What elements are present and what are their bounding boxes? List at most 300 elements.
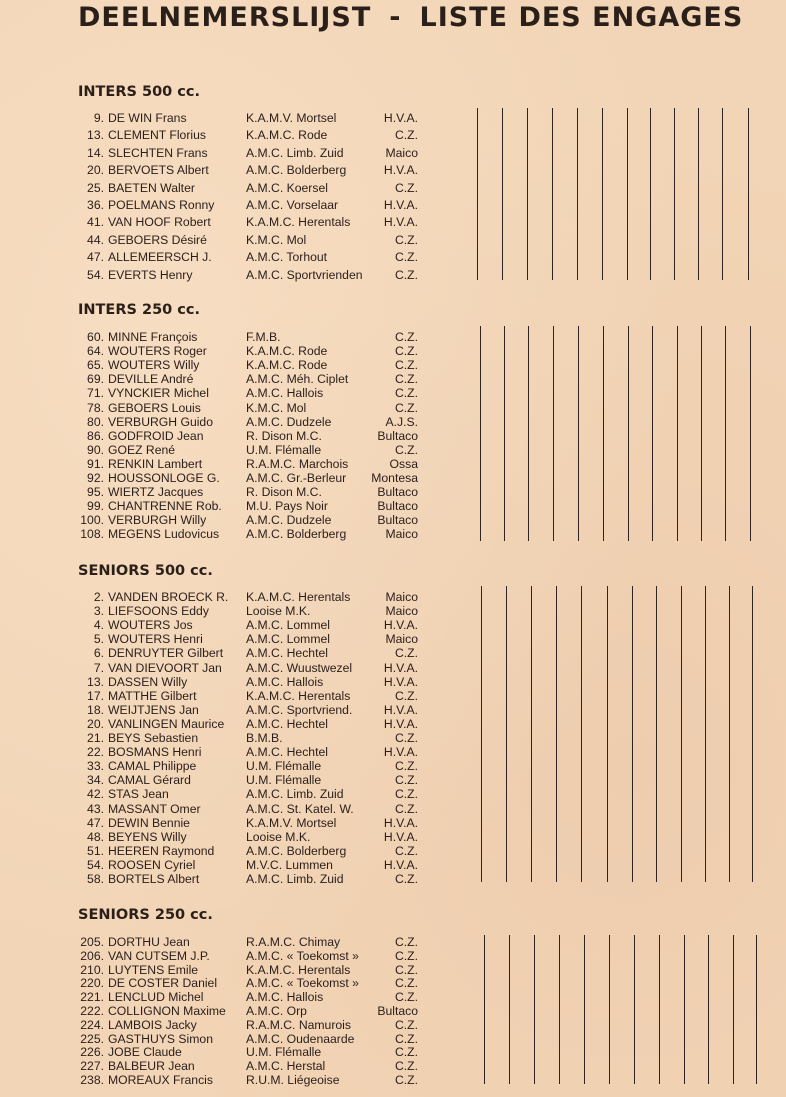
club-name: R.A.M.C. Namurois bbox=[246, 1017, 351, 1032]
motorcycle-brand: C.Z. bbox=[394, 344, 418, 359]
rider-name: COLLIGNON Maxime bbox=[108, 1004, 226, 1018]
entry-row bbox=[0, 250, 460, 265]
motorcycle-brand: C.Z. bbox=[394, 801, 418, 816]
entry-number: 210. bbox=[80, 962, 104, 977]
entry-row bbox=[0, 386, 460, 401]
entry-row bbox=[0, 935, 460, 950]
club-name: A.M.C. Hechtel bbox=[246, 716, 328, 731]
motorcycle-brand: C.Z. bbox=[394, 872, 418, 886]
motorcycle-brand: C.Z. bbox=[394, 400, 418, 415]
entry-number: 41. bbox=[87, 215, 104, 230]
motorcycle-brand: H.V.A. bbox=[383, 702, 418, 717]
motorcycle-brand: C.Z. bbox=[394, 962, 418, 977]
motorcycle-brand: C.Z. bbox=[394, 1059, 418, 1074]
entry-row bbox=[0, 872, 460, 887]
rider-name: CLEMENT Florius bbox=[108, 128, 206, 143]
rider-name: WIERTZ Jacques bbox=[108, 485, 204, 500]
entry-row bbox=[0, 233, 460, 248]
motorcycle-brand: H.V.A. bbox=[383, 829, 418, 844]
motorcycle-brand: C.Z. bbox=[394, 787, 418, 802]
entry-row bbox=[0, 485, 460, 500]
rider-name: BEYS Sebastien bbox=[108, 731, 199, 745]
motorcycle-brand: H.V.A. bbox=[383, 815, 418, 830]
rider-name: DE WIN Frans bbox=[108, 111, 187, 125]
entry-row bbox=[0, 457, 460, 472]
entry-row bbox=[0, 1018, 460, 1033]
club-name: K.A.M.C. Herentals bbox=[246, 215, 351, 230]
entry-row bbox=[0, 1045, 460, 1060]
entry-number: 48. bbox=[87, 829, 104, 844]
entry-number: 58. bbox=[87, 872, 104, 886]
entry-number: 44. bbox=[87, 232, 104, 247]
club-name: A.M.C. Limb. Zuid bbox=[246, 872, 344, 886]
lap-column-line bbox=[559, 935, 560, 1084]
entry-number: 25. bbox=[87, 180, 104, 195]
entry-number: 47. bbox=[87, 250, 104, 265]
club-name: K.A.M.C. Herentals bbox=[246, 688, 351, 703]
club-name: M.V.C. Lummen bbox=[246, 857, 333, 872]
lap-column-line bbox=[527, 108, 528, 280]
entry-row bbox=[0, 198, 460, 213]
entry-number: 108. bbox=[80, 527, 104, 542]
rider-name: MOREAUX Francis bbox=[108, 1073, 213, 1087]
lap-column-line bbox=[681, 586, 682, 882]
motorcycle-brand: C.Z. bbox=[394, 1017, 418, 1032]
entry-number: 47. bbox=[87, 815, 104, 830]
club-name: A.M.C. St. Katel. W. bbox=[246, 801, 354, 816]
entry-row bbox=[0, 802, 460, 817]
club-name: U.M. Flémalle bbox=[246, 759, 322, 774]
rider-name: CAMAL Philippe bbox=[108, 759, 197, 774]
entry-number: 22. bbox=[87, 745, 104, 760]
lap-column-line bbox=[577, 108, 578, 280]
rider-name: EVERTS Henry bbox=[108, 267, 193, 282]
entry-row bbox=[0, 773, 460, 788]
entry-row bbox=[0, 717, 460, 732]
motorcycle-brand: C.Z. bbox=[394, 1031, 418, 1046]
rider-name: CAMAL Gérard bbox=[108, 773, 191, 788]
lap-column-line bbox=[756, 935, 757, 1084]
rider-name: VYNCKIER Michel bbox=[108, 386, 209, 401]
club-name: A.M.C. Bolderberg bbox=[246, 527, 347, 542]
club-name: B.M.B. bbox=[246, 731, 283, 745]
rider-name: VANLINGEN Maurice bbox=[108, 716, 225, 731]
motorcycle-brand: C.Z. bbox=[394, 646, 418, 661]
motorcycle-brand: H.V.A. bbox=[383, 198, 418, 212]
title-french: LISTE DES ENGAGES bbox=[419, 2, 744, 33]
entry-row bbox=[0, 372, 460, 387]
entry-row bbox=[0, 471, 460, 486]
motorcycle-brand: C.Z. bbox=[394, 180, 418, 195]
entry-number: 7. bbox=[93, 660, 104, 675]
title-dutch: DEELNEMERSLIJST bbox=[78, 2, 372, 33]
entry-number: 13. bbox=[87, 128, 104, 143]
rider-name: GEBOERS Désiré bbox=[108, 232, 207, 247]
club-name: A.M.C. Hallois bbox=[246, 990, 324, 1005]
entry-row bbox=[0, 429, 460, 444]
rider-name: BOSMANS Henri bbox=[108, 745, 202, 760]
motorcycle-brand: A.J.S. bbox=[385, 414, 418, 429]
motorcycle-brand: C.Z. bbox=[394, 935, 418, 949]
entry-row bbox=[0, 111, 460, 126]
lap-column-line bbox=[650, 108, 651, 280]
motorcycle-brand: Bultaco bbox=[377, 428, 418, 443]
entry-row bbox=[0, 1032, 460, 1047]
motorcycle-brand: C.Z. bbox=[394, 358, 418, 373]
entry-row bbox=[0, 618, 460, 633]
entry-number: 54. bbox=[87, 267, 104, 282]
club-name: A.M.C. Lommel bbox=[246, 618, 330, 633]
rider-name: VERBURGH Guido bbox=[108, 414, 213, 429]
entry-number: 225. bbox=[80, 1031, 104, 1046]
lap-column-line bbox=[607, 586, 608, 882]
entry-row bbox=[0, 675, 460, 690]
entry-number: 2. bbox=[93, 590, 104, 604]
entry-row bbox=[0, 1004, 460, 1019]
club-name: A.M.C. Dudzele bbox=[246, 414, 332, 429]
club-name: A.M.C. Hechtel bbox=[246, 745, 328, 760]
lap-column-line bbox=[552, 108, 553, 280]
lap-column-line bbox=[750, 326, 751, 541]
lap-column-line bbox=[584, 935, 585, 1084]
rider-name: WEIJTJENS Jan bbox=[108, 702, 199, 717]
entry-row bbox=[0, 215, 460, 230]
rider-name: HEEREN Raymond bbox=[108, 843, 215, 858]
rider-name: POELMANS Ronny bbox=[108, 198, 215, 212]
entry-row bbox=[0, 1059, 460, 1074]
motorcycle-brand: C.Z. bbox=[394, 948, 418, 963]
rider-name: GOEZ René bbox=[108, 442, 176, 457]
club-name: A.M.C. Sportvriend. bbox=[246, 702, 353, 717]
entry-number: 95. bbox=[87, 485, 104, 500]
lap-column-line bbox=[502, 108, 503, 280]
rider-name: STAS Jean bbox=[108, 787, 169, 802]
entry-number: 92. bbox=[87, 471, 104, 485]
entry-number: 69. bbox=[87, 372, 104, 387]
entry-row bbox=[0, 443, 460, 458]
rider-name: DEVILLE André bbox=[108, 372, 194, 387]
entry-number: 71. bbox=[87, 386, 104, 401]
entry-number: 20. bbox=[87, 716, 104, 731]
rider-name: RENKIN Lambert bbox=[108, 456, 203, 471]
entry-number: 99. bbox=[87, 499, 104, 514]
club-name: F.M.B. bbox=[246, 330, 281, 344]
entry-number: 80. bbox=[87, 414, 104, 429]
club-name: A.M.C. Orp bbox=[246, 1004, 307, 1018]
club-name: M.U. Pays Noir bbox=[246, 499, 328, 514]
entry-row bbox=[0, 358, 460, 373]
motorcycle-brand: C.Z. bbox=[394, 731, 418, 745]
entry-number: 21. bbox=[87, 731, 104, 745]
club-name: K.A.M.C. Rode bbox=[246, 128, 328, 143]
rider-name: MASSANT Omer bbox=[108, 801, 201, 816]
rider-name: ALLEMEERSCH J. bbox=[108, 250, 212, 265]
motorcycle-brand: C.Z. bbox=[394, 267, 418, 282]
lap-column-line bbox=[509, 935, 510, 1084]
section-title: SENIORS 500 cc. bbox=[78, 563, 213, 579]
motorcycle-brand: H.V.A. bbox=[383, 674, 418, 689]
motorcycle-brand: Ossa bbox=[389, 456, 418, 471]
rider-name: DE COSTER Daniel bbox=[108, 976, 218, 991]
lap-column-line bbox=[634, 935, 635, 1084]
entry-number: 91. bbox=[87, 456, 104, 471]
entry-number: 4. bbox=[93, 618, 104, 633]
entry-row bbox=[0, 513, 460, 528]
club-name: U.M. Flémalle bbox=[246, 442, 322, 457]
entry-row bbox=[0, 527, 460, 542]
lap-column-line bbox=[556, 586, 557, 882]
club-name: A.M.C. « Toekomst » bbox=[246, 948, 359, 963]
motorcycle-brand: Bultaco bbox=[377, 499, 418, 514]
rider-name: VAN CUTSEM J.P. bbox=[108, 948, 210, 963]
entry-number: 205. bbox=[80, 935, 104, 949]
lap-column-line bbox=[627, 108, 628, 280]
entry-number: 5. bbox=[93, 632, 104, 647]
motorcycle-brand: C.Z. bbox=[394, 990, 418, 1005]
entry-number: 3. bbox=[93, 604, 104, 619]
entry-number: 64. bbox=[87, 344, 104, 359]
entry-number: 6. bbox=[93, 646, 104, 661]
motorcycle-brand: C.Z. bbox=[394, 128, 418, 143]
entry-number: 42. bbox=[87, 787, 104, 802]
club-name: A.M.C. Wuustwezel bbox=[246, 660, 353, 675]
entry-number: 9. bbox=[93, 111, 104, 125]
rider-name: VAN HOOF Robert bbox=[108, 215, 211, 230]
rider-name: VAN DIEVOORT Jan bbox=[108, 660, 222, 675]
lap-column-line bbox=[480, 326, 481, 541]
motorcycle-brand: C.Z. bbox=[394, 976, 418, 991]
club-name: K.A.M.C. Rode bbox=[246, 344, 328, 359]
club-name: Looise M.K. bbox=[246, 829, 311, 844]
motorcycle-brand: C.Z. bbox=[394, 773, 418, 788]
entry-row bbox=[0, 844, 460, 859]
entry-number: 224. bbox=[80, 1017, 104, 1032]
rider-name: DEWIN Bennie bbox=[108, 815, 190, 830]
lap-column-line bbox=[603, 326, 604, 541]
club-name: A.M.C. Bolderberg bbox=[246, 163, 347, 178]
club-name: A.M.C. Bolderberg bbox=[246, 843, 347, 858]
entry-number: 220. bbox=[80, 976, 104, 991]
entry-row bbox=[0, 745, 460, 760]
page-title bbox=[78, 2, 768, 33]
motorcycle-brand: H.V.A. bbox=[383, 618, 418, 633]
lap-column-line bbox=[484, 935, 485, 1084]
club-name: Looise M.K. bbox=[246, 604, 311, 619]
entry-number: 18. bbox=[87, 702, 104, 717]
entry-number: 43. bbox=[87, 801, 104, 816]
entry-row bbox=[0, 344, 460, 359]
lap-column-line bbox=[722, 108, 723, 280]
rider-name: LUYTENS Emile bbox=[108, 962, 199, 977]
rider-name: VANDEN BROECK R. bbox=[108, 590, 229, 604]
lap-column-line bbox=[652, 326, 653, 541]
club-name: A.M.C. Hallois bbox=[246, 674, 324, 689]
lap-column-line bbox=[534, 935, 535, 1084]
entry-number: 90. bbox=[87, 442, 104, 457]
motorcycle-brand: H.V.A. bbox=[383, 660, 418, 675]
club-name: A.M.C. Oudenaarde bbox=[246, 1031, 355, 1046]
motorcycle-brand: H.V.A. bbox=[383, 716, 418, 731]
entry-row bbox=[0, 163, 460, 178]
club-name: R.A.M.C. Marchois bbox=[246, 456, 349, 471]
entry-row bbox=[0, 146, 460, 161]
rider-name: MINNE François bbox=[108, 330, 198, 344]
entry-number: 100. bbox=[80, 513, 104, 528]
motorcycle-brand: Maico bbox=[385, 145, 418, 160]
motorcycle-brand: C.Z. bbox=[394, 1045, 418, 1060]
club-name: A.M.C. Méh. Ciplet bbox=[246, 372, 349, 387]
motorcycle-brand: C.Z. bbox=[394, 843, 418, 858]
rider-name: ROOSEN Cyriel bbox=[108, 857, 196, 872]
lap-column-line bbox=[578, 326, 579, 541]
entry-number: 14. bbox=[87, 145, 104, 160]
entry-number: 13. bbox=[87, 674, 104, 689]
rider-name: BAETEN Walter bbox=[108, 180, 195, 195]
motorcycle-brand: Montesa bbox=[371, 471, 418, 485]
rider-name: WOUTERS Henri bbox=[108, 632, 203, 647]
rider-name: LIEFSOONS Eddy bbox=[108, 604, 209, 619]
entry-row bbox=[0, 330, 460, 345]
lap-column-line bbox=[477, 108, 478, 280]
club-name: K.A.M.C. Herentals bbox=[246, 590, 351, 604]
entry-number: 33. bbox=[87, 759, 104, 774]
rider-name: GEBOERS Louis bbox=[108, 400, 201, 415]
club-name: K.A.M.V. Mortsel bbox=[246, 111, 337, 125]
club-name: A.M.C. « Toekomst » bbox=[246, 976, 359, 991]
entry-row bbox=[0, 689, 460, 704]
club-name: K.M.C. Mol bbox=[246, 400, 307, 415]
lap-column-line bbox=[705, 586, 706, 882]
rider-name: DENRUYTER Gilbert bbox=[108, 646, 224, 661]
entry-number: 34. bbox=[87, 773, 104, 788]
rider-name: MEGENS Ludovicus bbox=[108, 527, 220, 542]
lap-column-line bbox=[481, 586, 482, 882]
section-title: INTERS 250 cc. bbox=[78, 302, 200, 318]
club-name: A.M.C. Limb. Zuid bbox=[246, 145, 344, 160]
entry-number: 206. bbox=[80, 948, 104, 963]
entry-number: 227. bbox=[80, 1059, 104, 1074]
entry-row bbox=[0, 816, 460, 831]
rider-name: BORTELS Albert bbox=[108, 872, 200, 886]
motorcycle-brand: C.Z. bbox=[394, 386, 418, 401]
lap-column-line bbox=[677, 326, 678, 541]
motorcycle-brand: C.Z. bbox=[394, 442, 418, 457]
entry-row bbox=[0, 604, 460, 619]
motorcycle-brand: H.V.A. bbox=[383, 163, 418, 178]
club-name: K.A.M.C. Herentals bbox=[246, 962, 351, 977]
entry-row bbox=[0, 830, 460, 845]
entry-row bbox=[0, 590, 460, 605]
entry-row bbox=[0, 990, 460, 1005]
rider-name: WOUTERS Jos bbox=[108, 618, 193, 633]
club-name: K.A.M.C. Rode bbox=[246, 358, 328, 373]
entry-number: 51. bbox=[87, 843, 104, 858]
club-name: A.M.C. Hechtel bbox=[246, 646, 328, 661]
section-title: SENIORS 250 cc. bbox=[78, 907, 213, 923]
lap-column-line bbox=[684, 935, 685, 1084]
motorcycle-brand: C.Z. bbox=[394, 1073, 418, 1087]
club-name: R. Dison M.C. bbox=[246, 428, 322, 443]
club-name: A.M.C. Koersel bbox=[246, 180, 328, 195]
club-name: A.M.C. Gr.-Berleur bbox=[246, 471, 347, 485]
rider-name: LENCLUD Michel bbox=[108, 990, 204, 1005]
rider-name: WOUTERS Willy bbox=[108, 358, 200, 373]
rider-name: JOBE Claude bbox=[108, 1045, 182, 1060]
motorcycle-brand: Bultaco bbox=[377, 1004, 418, 1018]
club-name: R. Dison M.C. bbox=[246, 485, 322, 500]
rider-name: DASSEN Willy bbox=[108, 674, 188, 689]
entry-row bbox=[0, 703, 460, 718]
rider-name: LAMBOIS Jacky bbox=[108, 1017, 197, 1032]
lap-column-line bbox=[659, 935, 660, 1084]
rider-name: DORTHU Jean bbox=[108, 935, 190, 949]
entry-row bbox=[0, 415, 460, 430]
motorcycle-brand: Bultaco bbox=[377, 513, 418, 528]
rider-name: BEYENS Willy bbox=[108, 829, 187, 844]
motorcycle-brand: C.Z. bbox=[394, 759, 418, 774]
lap-column-line bbox=[656, 586, 657, 882]
entry-row bbox=[0, 632, 460, 647]
club-name: R.A.M.C. Chimay bbox=[246, 935, 341, 949]
rider-name: BALBEUR Jean bbox=[108, 1059, 195, 1074]
entry-number: 78. bbox=[87, 400, 104, 415]
lap-column-line bbox=[553, 326, 554, 541]
title-separator: - bbox=[389, 2, 402, 33]
club-name: A.M.C. Herstal bbox=[246, 1059, 326, 1074]
entry-number: 226. bbox=[80, 1045, 104, 1060]
lap-column-line bbox=[504, 326, 505, 541]
club-name: A.M.C. Hallois bbox=[246, 386, 324, 401]
entry-row bbox=[0, 731, 460, 746]
lap-column-line bbox=[701, 326, 702, 541]
motorcycle-brand: H.V.A. bbox=[383, 745, 418, 760]
rider-name: VERBURGH Willy bbox=[108, 513, 207, 528]
entry-number: 20. bbox=[87, 163, 104, 178]
entry-row bbox=[0, 759, 460, 774]
entry-row bbox=[0, 646, 460, 661]
entry-row bbox=[0, 1073, 460, 1088]
lap-column-line bbox=[609, 935, 610, 1084]
lap-column-line bbox=[506, 586, 507, 882]
entry-number: 60. bbox=[87, 330, 104, 344]
entry-row bbox=[0, 963, 460, 978]
lap-column-line bbox=[531, 586, 532, 882]
motorcycle-brand: H.V.A. bbox=[383, 857, 418, 872]
rider-name: CHANTRENNE Rob. bbox=[108, 499, 222, 514]
club-name: K.A.M.V. Mortsel bbox=[246, 815, 337, 830]
motorcycle-brand: C.Z. bbox=[394, 372, 418, 387]
club-name: U.M. Flémalle bbox=[246, 773, 322, 788]
club-name: A.M.C. Vorselaar bbox=[246, 198, 339, 212]
rider-name: HOUSSONLOGE G. bbox=[108, 471, 220, 485]
motorcycle-brand: Bultaco bbox=[377, 485, 418, 500]
motorcycle-brand: Maico bbox=[385, 604, 418, 619]
lap-column-line bbox=[708, 935, 709, 1084]
motorcycle-brand: C.Z. bbox=[394, 250, 418, 265]
rider-name: MATTHE Gilbert bbox=[108, 688, 197, 703]
lap-column-line bbox=[602, 108, 603, 280]
motorcycle-brand: C.Z. bbox=[394, 232, 418, 247]
entry-number: 36. bbox=[87, 198, 104, 212]
lap-column-line bbox=[729, 586, 730, 882]
entry-number: 86. bbox=[87, 428, 104, 443]
motorcycle-brand: Maico bbox=[385, 527, 418, 542]
motorcycle-brand: C.Z. bbox=[394, 330, 418, 344]
club-name: U.M. Flémalle bbox=[246, 1045, 322, 1060]
lap-column-line bbox=[752, 586, 753, 882]
motorcycle-brand: C.Z. bbox=[394, 688, 418, 703]
club-name: A.M.C. Limb. Zuid bbox=[246, 787, 344, 802]
